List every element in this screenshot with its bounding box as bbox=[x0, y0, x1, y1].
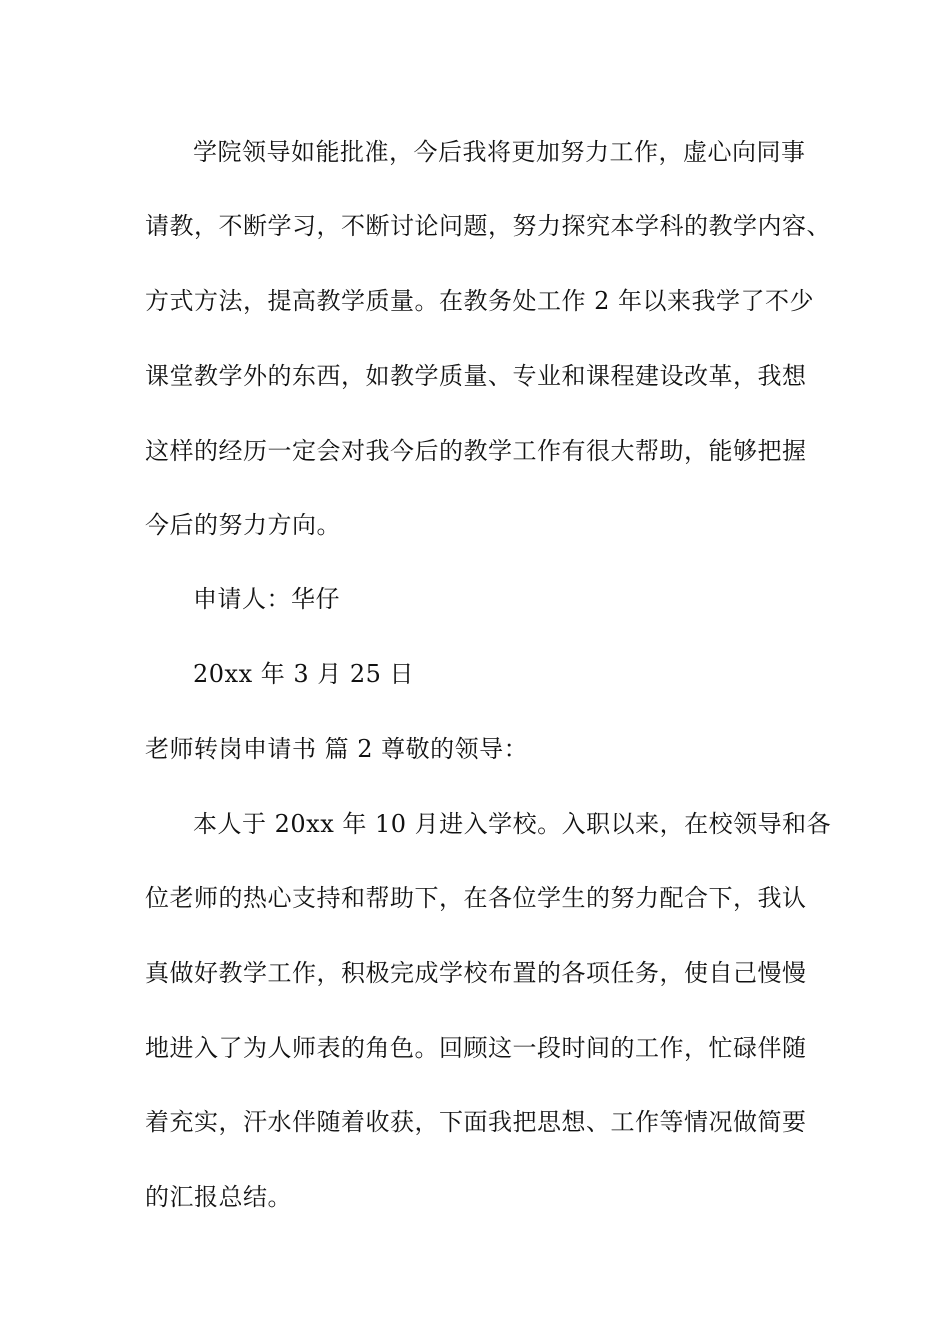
paragraph-line: 请教，不断学习，不断讨论问题，努力探究本学科的教学内容、 bbox=[145, 212, 831, 240]
applicant-line: 申请人：华仔 bbox=[193, 585, 340, 613]
date-line: 20xx 年 3 月 25 日 bbox=[193, 660, 415, 688]
paragraph-line: 课堂教学外的东西，如教学质量、专业和课程建设改革，我想 bbox=[145, 362, 807, 390]
paragraph-line: 位老师的热心支持和帮助下，在各位学生的努力配合下，我认 bbox=[145, 884, 807, 912]
paragraph-line: 本人于 20xx 年 10 月进入学校。入职以来，在校领导和各 bbox=[193, 810, 832, 838]
paragraph-line: 方式方法，提高教学质量。在教务处工作 2 年以来我学了不少 bbox=[145, 287, 815, 315]
section-heading: 老师转岗申请书 篇 2 尊敬的领导： bbox=[145, 735, 529, 763]
paragraph-line: 的汇报总结。 bbox=[145, 1183, 292, 1211]
paragraph-line: 着充实，汗水伴随着收获，下面我把思想、工作等情况做简要 bbox=[145, 1108, 807, 1136]
paragraph-line: 学院领导如能批准，今后我将更加努力工作，虚心向同事 bbox=[193, 138, 806, 166]
paragraph-line: 这样的经历一定会对我今后的教学工作有很大帮助，能够把握 bbox=[145, 437, 807, 465]
paragraph-line: 真做好教学工作，积极完成学校布置的各项任务，使自己慢慢 bbox=[145, 959, 807, 987]
paragraph-line: 地进入了为人师表的角色。回顾这一段时间的工作，忙碌伴随 bbox=[145, 1034, 807, 1062]
paragraph-line: 今后的努力方向。 bbox=[145, 511, 341, 539]
